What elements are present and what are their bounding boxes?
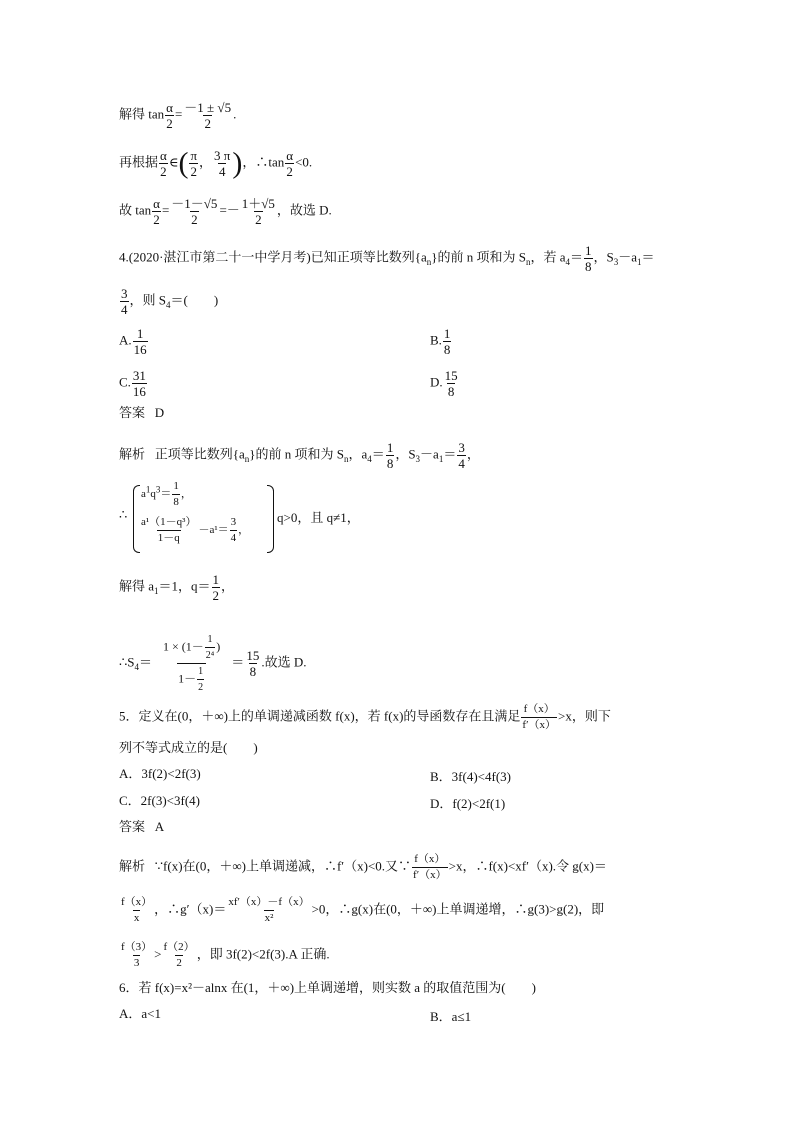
solution-line-1: 解得 tan $\frac{\alpha}{2}$ = $\frac{-1 \pm √5}{2}$ . — [119, 100, 237, 131]
fraction: $\frac{\alpha}{2}$ — [166, 100, 173, 131]
solution-line-3: 故 tan $\frac{\alpha}{2}$ = $\frac{-1-√5}{2}$ =－ $\frac{1+√5}{2}$ ，故选 D. — [119, 196, 332, 227]
q4-analysis: 解析 正项等比数列$\{a_n\}$的前 n 项和为 $S_n$，$a_4=$ $\frac{1}{8}$ ，$S_3-a_1=$ $\frac{3}{4}$ ， — [119, 440, 480, 471]
q6-option-a: A．a<1 — [119, 1006, 161, 1021]
system-eq-2: $\frac{\text{a¹（1－q³）}}{1-q}$ －a¹＝ $\frac{3}{4}$ ， — [141, 516, 250, 544]
q5-option-d: D．f(2)<2f(1) — [430, 796, 506, 811]
q5-option-a: A．3f(2)<2f(3) — [119, 766, 201, 781]
q5-option-b: B．3f(4)<4f(3) — [430, 769, 511, 784]
q4-option-c: C. $\frac{31}{16}$ — [119, 368, 146, 399]
q4-solve: 解得 $a_1=1$，q＝ $\frac{1}{2}$ ， — [119, 572, 235, 603]
q4-option-d: D. $\frac{15}{8}$ — [430, 368, 458, 399]
q6-stem: 6．若 f(x)=x²－alnx 在(1，＋∞)上单调递增，则实数 a 的取值范围为( ) — [119, 980, 536, 995]
q4-stem-line2: $\frac{3}{4}$ ，则 $S_4=$( ) — [121, 286, 219, 317]
q4-option-a: A. $\frac{1}{16}$ — [119, 326, 147, 357]
q4-option-b: B. $\frac{1}{8}$ — [430, 326, 451, 357]
fraction: $\frac{-1 \pm √5}{2}$ — [184, 100, 232, 131]
q5-answer: 答案 A — [119, 819, 165, 835]
q5-analysis-3: $\frac{f(3)}{3}$ > $\frac{f(2)}{2}$ ，即 3f(2)<2f(3).A 正确. — [121, 941, 330, 969]
solution-line-2: 再根据 $\frac{\alpha}{2}$ ∈( $\frac{\pi}{2}$ ， $\frac{3 \pi}{4}$ )，∴tan $\frac{\alpha}{2}$ <0. — [119, 146, 313, 180]
q5-stem-line2: 列不等式成立的是( ) — [119, 740, 258, 755]
system-eq-1: $a^1q^3=$ $\frac{1}{8}$ ， — [141, 480, 192, 508]
q5-stem: 5．定义在(0，＋∞)上的单调递减函数 f(x)，若 f(x)的导函数存在且满足 $\frac{f(x)}{f'(x)}$ >x，则下 — [119, 703, 611, 731]
q5-analysis-2: $\frac{f(x)}{x}$ ，∴g′（x)＝ $\frac{xf'(x)-f(x)}{\text{x²}}$ >0，∴g(x)在(0，＋∞)上单调递增，∴g(3)>g(2)，即 — [121, 896, 605, 924]
q4-stem: 4.(2020·湛江市第二十一中学月考)已知正项等比数列$\{a_n\}$的前 n 项和为 $S_n$，若 $a_4=$ $\frac{1}{8}$ ，$S_3-a_1=$ — [119, 243, 655, 274]
text: 解得 tan — [119, 106, 165, 122]
q5-analysis-1: 解析 ∵f(x)在(0，＋∞)上单调递减，∴f′（x)<0.又∵ $\frac{f(x)}{f'(x)}$ >x，∴f(x)<xf′（x).令 g(x)＝ — [119, 853, 607, 881]
q4-answer: 答案 D — [119, 405, 165, 421]
q4-s4: $\therefore S_4=$ 1 × (1－ $\frac{1}{\text{2⁴}}$ ) 1－ $\frac{1}{2}$ ＝ $\frac{15}{8}$ .故选 D. — [119, 634, 307, 693]
right-brace — [267, 485, 274, 553]
equation-system: ∴ $a^1q^3=$ $\frac{1}{8}$ ， $\frac{\text{a¹（1－q³）}}{1-q}$ －a¹＝ $\frac{3}{4}$ ， q>0，且 q≠1， — [119, 477, 519, 557]
q5-option-c: C．2f(3)<3f(4) — [119, 793, 200, 808]
q6-option-b: B．a≤1 — [430, 1009, 472, 1024]
